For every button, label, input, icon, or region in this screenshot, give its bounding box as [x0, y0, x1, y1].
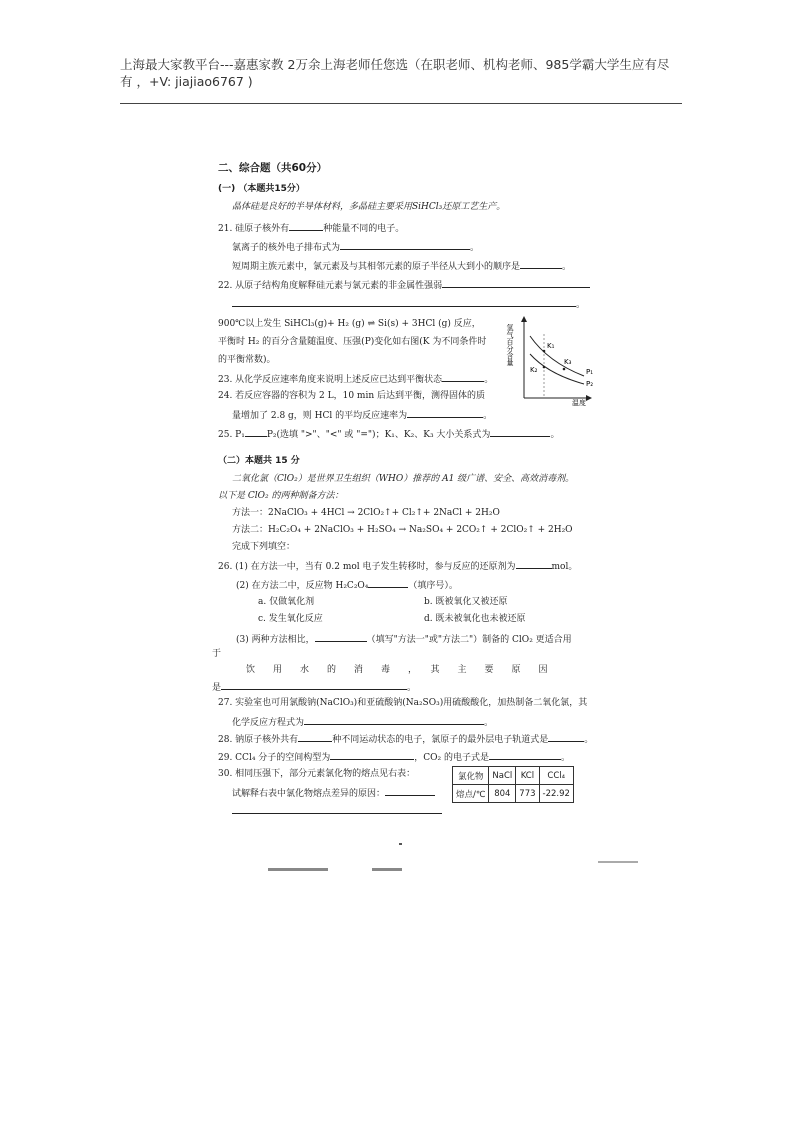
- label-k3: K₃: [564, 358, 572, 366]
- table-row: [453, 785, 574, 803]
- part2-intro-2: 以下是 ClO₂ 的两种制备方法：: [218, 491, 344, 501]
- q26-3-blank2: [221, 680, 407, 690]
- q21-text: 21. 硅原子核外有: [218, 224, 290, 234]
- q27-line1: 27. 实验室也可用氯酸钠(NaClO₃)和亚硫酸钠(Na₂SO₃)用硫酸酸化，加热制备二氧化氯，其: [218, 698, 588, 708]
- table-cell: 804: [489, 785, 516, 803]
- melting-point-table: [452, 766, 574, 803]
- option-b: b. 既被氧化又被还原: [424, 597, 508, 607]
- table-header-cell: 氯化物: [453, 767, 489, 785]
- q21-line2: 氯离子的核外电子排布式为 。: [232, 240, 479, 254]
- table-header-cell: CCl₄: [539, 767, 573, 785]
- label-p1: P₁: [586, 368, 594, 376]
- q24-blank: [407, 408, 483, 418]
- q22-line2: 。: [232, 297, 585, 311]
- q26-part3-cont: 于: [212, 649, 222, 659]
- method-1: 方法一：2NaClO₃ + 4HCl → 2ClO₂↑+ Cl₂↑+ 2NaCl + 2H₂O: [232, 508, 500, 518]
- part1-intro: 晶体硅是良好的半导体材料，多晶硅主要采用SiHCl₃还原工艺生产。: [232, 202, 506, 212]
- q26-3-shi: 是: [212, 683, 222, 693]
- q24-text: 量增加了 2.8 g，则 HCl 的平均反应速率为: [232, 411, 408, 421]
- curve-p2: [530, 354, 584, 384]
- q28-blank2: [548, 732, 584, 742]
- q28-blank1: [298, 732, 332, 742]
- q27-blank: [304, 715, 484, 725]
- q22-text: 22. 从原子结构角度解释硅元素与氯元素的非金属性强弱: [218, 281, 443, 291]
- q25-blank1: [245, 427, 267, 437]
- scan-fragment: [598, 861, 638, 863]
- q26-part1: [218, 559, 577, 573]
- q22-blank2: [232, 297, 576, 307]
- q26-1-blank: [516, 559, 552, 569]
- graph-ylabel: 氢气百分含量: [506, 324, 514, 366]
- q26-part2: [236, 578, 458, 592]
- q25-text1: 25. P₁: [218, 430, 245, 440]
- table-header-row: [453, 767, 574, 785]
- method-2: 方法二：H₂C₂O₄ + 2NaClO₃ + H₂SO₄ → Na₂SO₄ + 2CO₂↑ + 2ClO₂↑ + 2H₂O: [232, 525, 573, 535]
- q24-line2: 量增加了 2.8 g，则 HCl 的平均反应速率为 。: [232, 408, 492, 422]
- q30-line2: [232, 786, 435, 800]
- q26-part3-end: 是 。: [212, 680, 416, 694]
- y-axis-arrow: [521, 316, 527, 322]
- graph-xlabel: 温度: [572, 399, 586, 407]
- q26-2-text: (2) 在方法二中，反应物 H₂C₂O₄: [236, 581, 369, 591]
- q23-line: 23. 从化学反应速率角度来说明上述反应已达到平衡状态 。: [218, 372, 493, 386]
- q25-text2: P₂(选填 ">"、"<" 或 "=")；K₁、K₂、K₃ 大小关系式为: [266, 430, 491, 440]
- q29-text2: ，CO₂ 的电子式是: [414, 753, 490, 763]
- point-k1: [543, 350, 546, 353]
- q30-blank1: [385, 786, 435, 796]
- equilibrium-graph: [508, 314, 598, 406]
- q30-blank2: [232, 804, 442, 814]
- q26-3-text: (3) 两种方法相比，: [236, 635, 315, 645]
- q24-line1: 24. 若反应容器的容积为 2 L，10 min 后达到平衡，测得固体的质: [218, 391, 485, 401]
- q21c-blank: [520, 259, 562, 269]
- q21b-blank: [340, 240, 470, 250]
- part2-intro-1: 二氧化氯（ClO₂）是世界卫生组织（WHO）推荐的 A1 级广谱、安全、高效消毒剂。: [232, 474, 575, 484]
- q22-blank: [442, 278, 590, 288]
- q22-line: [218, 278, 590, 292]
- scan-fragment: [372, 868, 402, 871]
- q26-2-blank: [368, 578, 408, 588]
- q25-line: 25. P₁ P₂(选填 ">"、"<" 或 "=")；K₁、K₂、K₃ 大小关系式为 。: [218, 427, 559, 441]
- header-line-2: 有 ，+V: jiajiao6767 ): [120, 74, 253, 89]
- q21b-text: 氯离子的核外电子排布式为: [232, 243, 341, 253]
- q29-blank2: [489, 750, 561, 760]
- q26-2-text2: （填序号）。: [408, 581, 458, 591]
- section-title: 二、综合题（共60分）: [218, 162, 328, 174]
- q23-blank: [442, 372, 484, 382]
- q26-part3: [236, 632, 572, 646]
- table-cell: -22.92: [539, 785, 573, 803]
- q29-blank1: [330, 750, 414, 760]
- q29-text1: 29. CCl₄ 分子的空间构型为: [218, 753, 331, 763]
- q26-3-text2: （填写"方法一"或"方法二"）制备的 ClO₂ 更适合用: [366, 635, 572, 645]
- q25-blank2: [490, 427, 550, 437]
- q28-text2: 种不同运动状态的电子，氯原子的最外层电子轨道式是: [332, 735, 549, 745]
- table-cell: 773: [516, 785, 539, 803]
- q26-part3-spaced: 饮 用 水 的 消 毒 ， 其 主 要 原 因: [246, 665, 548, 675]
- point-k3: [563, 368, 566, 371]
- q21-line1: [218, 221, 404, 235]
- option-a: a. 仅做氧化剂: [258, 597, 315, 607]
- reaction-para-1: 900℃以上发生 SiHCl₃(g)+ H₂ (g) ⇌ Si(s) + 3HCl (g) 反应，: [218, 319, 481, 329]
- q21c-text: 短周期主族元素中，氯元素及与其相邻元素的原子半径从大到小的顺序是: [232, 262, 521, 272]
- q29-line: 29. CCl₄ 分子的空间构型为 ，CO₂ 的电子式是 。: [218, 750, 570, 764]
- q30-line3: [232, 804, 442, 818]
- q30-line1: 30. 相同压强下，部分元素氯化物的熔点见右表：: [218, 769, 416, 779]
- q27-text: 化学反应方程式为: [232, 718, 305, 728]
- part2-title: （二）本题共 15 分: [218, 456, 300, 466]
- q21-blank: [289, 221, 323, 231]
- q26-3-blank: [315, 632, 367, 642]
- q21-line3: 短周期主族元素中，氯元素及与其相邻元素的原子半径从大到小的顺序是 。: [232, 259, 571, 273]
- table-header-cell: NaCl: [489, 767, 516, 785]
- header-line-1: 上海最大家教平台---嘉惠家教 2万余上海老师任您选（在职老师、机构老师、985学霸大学生应有尽: [120, 57, 670, 72]
- option-c: c. 发生氧化反应: [258, 614, 323, 624]
- reaction-para-3: 的平衡常数)。: [218, 355, 276, 365]
- curve-p1: [530, 336, 584, 376]
- q23-text: 23. 从化学反应速率角度来说明上述反应已达到平衡状态: [218, 375, 443, 385]
- label-p2: P₂: [586, 380, 594, 388]
- table-header-cell: KCl: [516, 767, 539, 785]
- x-axis-arrow: [586, 395, 592, 401]
- q27-line2: 化学反应方程式为 。: [232, 715, 493, 729]
- q28-text1: 28. 钠原子核外共有: [218, 735, 299, 745]
- point-k2: [543, 366, 546, 369]
- q30-text: 试解释右表中氯化物熔点差异的原因：: [232, 789, 386, 799]
- q21-text2: 种能量不同的电子。: [323, 224, 405, 234]
- label-k2: K₂: [530, 366, 538, 374]
- table-row-label: 熔点/℃: [453, 785, 489, 803]
- part1-title: (一) （本题共15分）: [218, 184, 305, 194]
- q28-line: 28. 钠原子核外共有 种不同运动状态的电子，氯原子的最外层电子轨道式是 。: [218, 732, 593, 746]
- fill-instruction: 完成下列填空：: [232, 542, 296, 552]
- label-k1: K₁: [547, 342, 555, 350]
- scan-speck: [399, 843, 402, 845]
- scan-fragment: [268, 868, 328, 871]
- q26-1-unit: mol。: [551, 562, 578, 572]
- q26-1-text: 26. (1) 在方法一中，当有 0.2 mol 电子发生转移时，参与反应的还原剂为: [218, 562, 516, 572]
- reaction-para-2: 平衡时 H₂ 的百分含量随温度、压强(P)变化如右图(K 为不同条件时: [218, 337, 487, 347]
- option-d: d. 既未被氧化也未被还原: [424, 614, 526, 624]
